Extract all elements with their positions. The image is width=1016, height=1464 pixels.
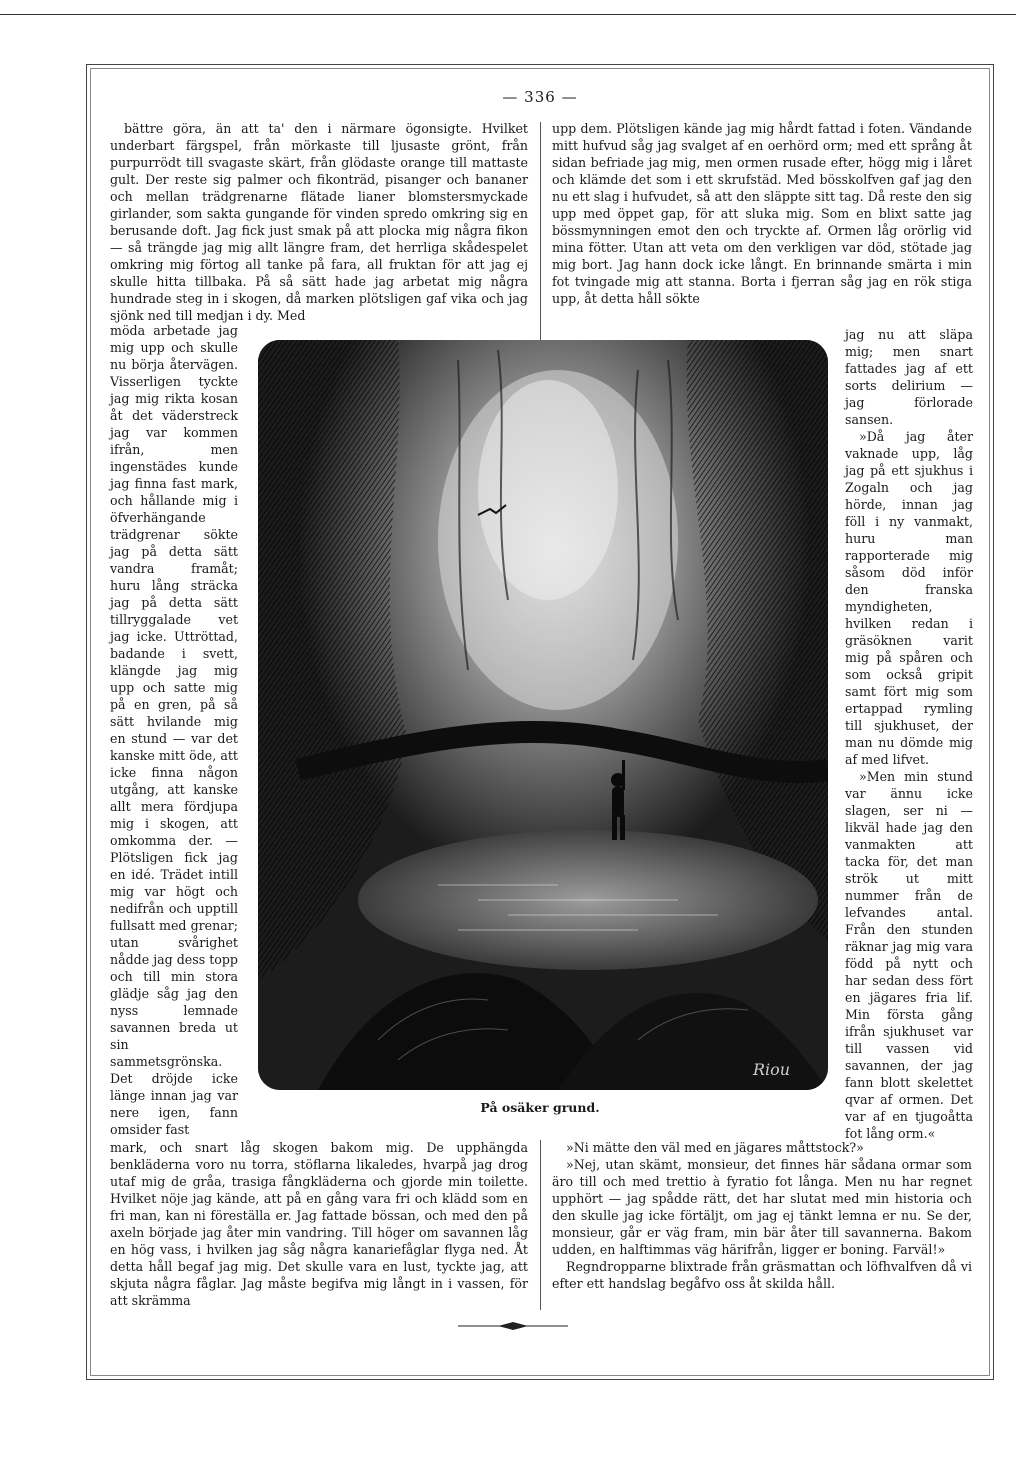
left-column-bottom xyxy=(110,1139,528,1309)
column-divider-top xyxy=(540,122,541,342)
top-rule xyxy=(0,14,1016,15)
column-divider-bottom xyxy=(540,1140,541,1310)
paragraph: »Men min stund var ännu icke slagen, ser ni — likväl hade jag den vanmakten att tacka för, det man strök ut mitt nummer från de lefvandes antal. Från den stunden räknar jag mig vara född på nytt och har sedan dess fört en jägares fria lif. Min första gång ifrån sjukhuset var till vassen vid savannen, der jag fann blott skelettet qvar af ormen. Det var af en tjugoåtta fot lång orm.« xyxy=(845,769,973,1141)
page-number: — 336 — xyxy=(502,88,578,106)
paragraph: bättre göra, än att ta' den i närmare ögonsigte. Hvilket underbart färgspel, från mörkaste till ljusaste grönt, från purpurrödt till svagaste skärt, från glödaste orange till mattaste gult. Der reste sig palmer och fikonträd, pisanger och bananer och mellan trädgrenarne flätade lianer blomstersmyckade girlander, som sakta gungande för vinden spredo omkring sig en berusande doft. Jag fick just smak på att plocka mig några fikon — så trängde jag mig allt längre fram, det herrliga skådespelet omkring mig förtog all tanke på fara, all fruktan för att jag ej skulle hitta tillbaka. På så sätt hade jag arbetat mig några hundrade steg in i skogen, då marken plötsligen gaf vika och jag sjönk ned till medjan i dy. Med xyxy=(110,121,528,323)
paragraph: möda arbetade jag mig upp och skulle nu börja återvägen. Visserligen tyckte jag mig rikta kosan åt det väderstreck jag var kommen ifrån, men ingenstädes kunde jag finna fast mark, och hållande mig i öfverhängande trädgrenar sökte jag på detta sätt vandra framåt; huru lång sträcka jag på detta sätt tillryggalade vet jag icke. Uttröttad, badande i svett, klängde jag mig upp och satte mig på en gren, på så sätt hvilande mig en stund — var det kanske mitt öde, att icke finna någon utgång, att kanske allt mera fördjupa mig i skogen, att omkomma der. — Plötsligen fick jag en idé. Trädet intill mig var högt och nedifrån och upptill fullsatt med grenar; utan svårighet nådde jag dess topp och till min stora glädje såg jag den nyss lemnade savannen breda ut sin sammetsgrönska. Det dröjde icke länge innan jag var nere igen, fann omsider fast xyxy=(110,323,238,1137)
artist-signature: Riou xyxy=(753,1060,791,1079)
right-column-bottom xyxy=(552,1139,972,1292)
right-narrow-column xyxy=(845,326,973,1142)
paragraph: Regndropparne blixtrade från gräsmattan och löfhvalfven då vi efter ett handslag begåfvo oss åt skilda håll. xyxy=(552,1259,972,1291)
paragraph: »Då jag åter vaknade upp, låg jag på ett sjukhus i Zogaln och jag hörde, innan jag föll i ny vanmakt, huru man rapporterade mig såsom död inför den franska myndigheten, hvilken redan i gräsöknen varit mig på spåren och som också gripit samt fört mig som ertappad rymling till sjukhuset, der man nu dömde mig af med lifvet. xyxy=(845,429,973,767)
paragraph: »Nej, utan skämt, monsieur, det finnes här sådana ormar som äro till och med trettio à fyratio fot långa. Men nu har regnet upphört — jag spådde rätt, det har slutat med min historia och den skulle jag icke förtäljt, om jag ej tänkt lemna er nu. Se der, monsieur, går er väg fram, min bär åter till savannerna. Bakom udden, en halftimmas väg härifrån, ligger er boning. Farväl!» xyxy=(552,1157,972,1257)
left-narrow-column xyxy=(110,322,238,1138)
end-ornament xyxy=(458,1322,568,1330)
paragraph: »Ni mätte den väl med en jägares måttstock?» xyxy=(566,1140,864,1155)
engraving-svg xyxy=(258,340,828,1090)
paragraph: upp dem. Plötsligen kände jag mig hårdt fattad i foten. Vändande mitt hufvud såg jag svalget af en oerhörd orm; med ett språng åt sidan befriade jag mig, men ormen rusade efter, högg mig i låret och klämde det som i ett skrufstäd. Med bösskolfven gaf jag den nu ett slag i hufvudet, så att den släppte sitt tag. Då reste den sig upp med öppet gap, för att sluka mig. Som en blixt satte jag bössmynningen emot den och tryckte af. Ormen låg orörlig vid mina fötter. Utan att veta om den verkligen var död, stötade jag mig bort. Jag hann dock icke långt. En brinnande smärta i min fot tvingade mig att stanna. Borta i fjerran såg jag en rök stiga upp, åt detta håll sökte xyxy=(552,121,972,306)
paragraph: mark, och snart låg skogen bakom mig. De upphängda benkläderna voro nu torra, stöflarna likaledes, hvarpå jag drog utaf mig de gråa, trasiga fångkläderna och gjorde min toilette. Hvilket nöje jag kände, att på en gång vara fri och klädd som en fri man, kan ni föreställa er. Jag fattade bössan, och med den på axeln började jag åter min vandring. Till höger om savannen låg en hög vass, i hvilken jag såg några kanariefåglar flyga ned. Åt detta håll begaf jag mig. Det skulle vara en lust, tyckte jag, att skjuta några fåglar. Jag måste begifva mig långt in i vassen, för att skrämma xyxy=(110,1140,528,1308)
illustration-caption: På osäker grund. xyxy=(480,1100,600,1115)
paragraph: jag nu att släpa mig; men snart fattades jag af ett sorts delirium — jag förlorade sansen. xyxy=(845,327,973,427)
jungle-engraving-illustration xyxy=(258,340,828,1090)
right-column-top xyxy=(552,120,972,307)
left-column-top xyxy=(110,120,528,324)
